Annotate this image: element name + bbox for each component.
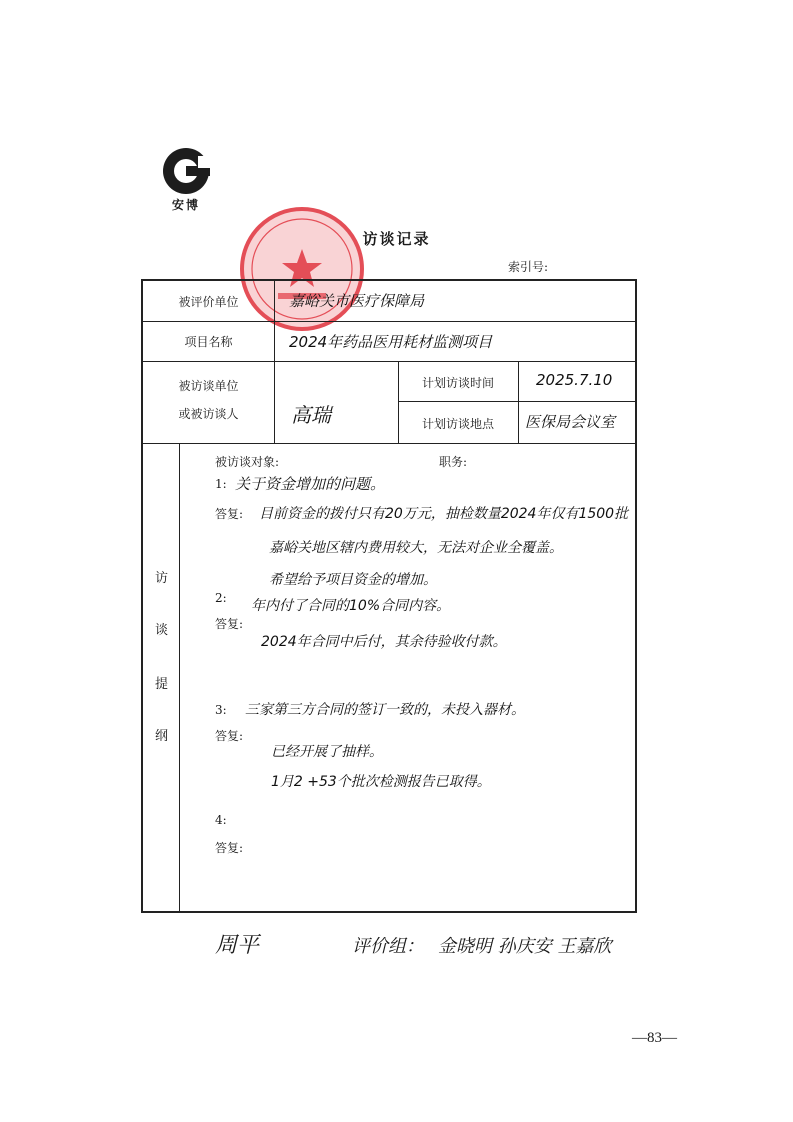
item-2-number: 2:	[215, 591, 227, 605]
project-name-value: 2024年药品医用耗材监测项目	[289, 333, 493, 351]
project-name-label: 项目名称	[184, 335, 233, 349]
planned-place-value: 医保局会议室	[525, 413, 616, 431]
interviewee-label-line1: 被访谈单位	[178, 379, 239, 393]
item-2-answer-label: 答复:	[215, 617, 244, 631]
item-1-answer-label: 答复:	[215, 507, 244, 521]
item-1-answer-line-2: 嘉峪关地区辖内费用较大，无法对企业全覆盖。	[269, 540, 563, 556]
planned-time-value: 2025.7.10	[536, 371, 613, 389]
planned-time-label: 计划访谈时间	[421, 376, 494, 390]
item-1-question: 关于资金增加的问题。	[235, 475, 386, 493]
position-label: 职务:	[439, 455, 468, 469]
page-number: —83—	[632, 1030, 677, 1046]
evaluated-unit-value: 嘉峪关市医疗保障局	[289, 292, 425, 310]
item-3-answer-line-1: 已经开展了抽样。	[271, 744, 383, 760]
outline-side-label-2: 谈	[155, 623, 169, 638]
item-1-answer-line-1: 目前资金的拨付只有20万元，抽检数量2024年仅有1500批	[259, 506, 629, 522]
item-3-question: 三家第三方合同的签订一致的，未投入器材。	[245, 702, 525, 718]
page-title: 访谈记录	[362, 230, 431, 248]
item-2-answer-line-1: 2024年合同中后付，其余待验收付款。	[261, 634, 507, 650]
interview-object-label: 被访谈对象:	[215, 455, 280, 469]
item-3-answer-label: 答复:	[215, 729, 244, 743]
item-4-number: 4:	[215, 813, 227, 827]
logo-text: 安博	[171, 198, 200, 212]
interviewers-label: 评价组：	[352, 936, 424, 957]
planned-place-label: 计划访谈地点	[421, 417, 494, 431]
index-number-label: 索引号:	[508, 260, 549, 274]
outline-side-label-1: 访	[155, 571, 169, 586]
item-3-number: 3:	[215, 703, 227, 717]
item-4-answer-label: 答复:	[215, 841, 244, 855]
item-1-number: 1:	[215, 477, 227, 491]
signature-left: 周平	[215, 933, 260, 958]
interviewers-signatures: 金晓明 孙庆安 王嘉欣	[438, 936, 612, 957]
interviewee-signature: 高瑞	[291, 403, 331, 427]
item-1-answer-line-3: 希望给予项目资金的增加。	[269, 572, 437, 588]
outline-side-label-3: 提	[155, 677, 169, 692]
evaluated-unit-label: 被评价单位	[178, 295, 239, 309]
item-2-question: 年内付了合同的10%合同内容。	[251, 598, 451, 614]
interview-record-table	[141, 279, 637, 913]
item-3-answer-line-2: 1月2 +53个批次检测报告已取得。	[271, 774, 491, 790]
interviewee-label-line2: 或被访谈人	[178, 407, 239, 421]
outline-side-label-4: 纲	[155, 729, 169, 744]
